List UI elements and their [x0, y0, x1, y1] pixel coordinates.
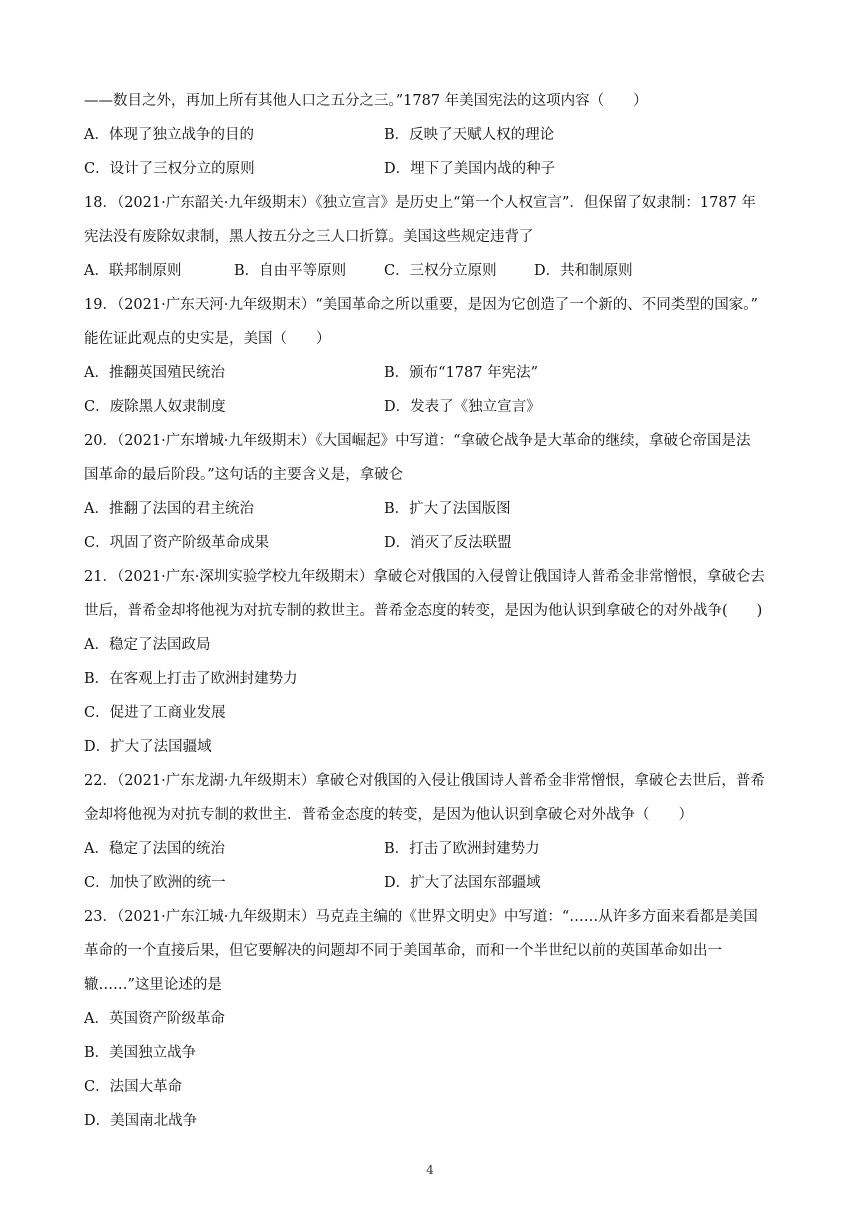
option-row: [84, 832, 784, 866]
answer-option: A．体现了独立战争的目的: [84, 127, 254, 143]
answer-option: A．推翻了法国的君主统治: [84, 501, 254, 517]
option-row: [84, 696, 784, 730]
option-row: [84, 1002, 784, 1036]
answer-option: B．在客观上打击了欧洲封建势力: [84, 671, 298, 687]
question-stem-line: 世后，普希金却将他视为对抗专制的救世主。普希金态度的转变，是因为他认识到拿破仑的对外战争( ): [84, 603, 763, 619]
question-block: [84, 560, 784, 764]
option-row: [84, 730, 784, 764]
question-stem-line: 能佐证此观点的史实是，美国（ ）: [84, 331, 331, 347]
question-17-options: [84, 118, 784, 186]
option-row: [84, 492, 784, 526]
question-content: [84, 84, 784, 1138]
question-stem-line: 23．（2021·广东江城·九年级期末）马克垚主编的《世界文明史》中写道：“……从许多方面来看都是美国: [84, 909, 758, 925]
answer-option: C．巩固了资产阶级革命成果: [84, 535, 270, 551]
option-row: [84, 628, 784, 662]
question-list: [84, 186, 784, 1138]
question-stem-line: 国革命的最后阶段。”这句话的主要含义是，拿破仑: [84, 467, 404, 483]
question-block: [84, 900, 784, 1138]
option-row: [84, 1036, 784, 1070]
question-stem-line: 19．（2021·广东天河·九年级期末）“美国革命之所以重要，是因为它创造了一个新的、不同类型的国家。”: [84, 297, 758, 313]
answer-option: B．扩大了法国版图: [384, 501, 511, 517]
question-block: [84, 764, 784, 900]
question-stem-line: 21．（2021·广东·深圳实验学校九年级期末）拿破仑对俄国的入侵曾让俄国诗人普希金非常憎恨，拿破仑去: [84, 569, 765, 585]
answer-option: C．促进了工商业发展: [84, 705, 226, 721]
answer-option: D．埋下了美国内战的种子: [384, 161, 556, 177]
question-stem-line: 辙……”这里论述的是: [84, 977, 222, 993]
answer-option: C．设计了三权分立的原则: [84, 161, 255, 177]
answer-option: D．消灭了反法联盟: [384, 535, 512, 551]
answer-option: D．发表了《独立宣言》: [384, 399, 541, 415]
answer-option: B．美国独立战争: [84, 1045, 197, 1061]
question-block: [84, 424, 784, 560]
answer-option: C．加快了欧洲的统一: [84, 875, 226, 891]
question-block: [84, 186, 784, 288]
answer-option: D．扩大了法国东部疆域: [384, 875, 541, 891]
answer-option: B．颁布“1787 年宪法”: [384, 365, 538, 381]
answer-option: A．联邦制原则: [84, 263, 182, 279]
option-row: [84, 254, 784, 288]
option-row: [84, 356, 784, 390]
option-row: [84, 390, 784, 424]
page-number: 4: [426, 1163, 434, 1177]
question-stem-line: 22．（2021·广东龙湖·九年级期末）拿破仑对俄国的入侵让俄国诗人普希金非常憎恨，拿破仑去世后，普希: [84, 773, 765, 789]
question-17-stem-tail: ——数目之外，再加上所有其他人口之五分之三。”1787 年美国宪法的这项内容（ ）: [84, 93, 648, 109]
question-stem-line: 20．（2021·广东增城·九年级期末）《大国崛起》中写道：“拿破仑战争是大革命的继续，拿破仑帝国是法: [84, 433, 751, 449]
question-stem-line: 革命的一个直接后果，但它要解决的问题却不同于美国革命，而和一个半世纪以前的英国革命如出一: [84, 943, 722, 959]
question-stem-line: 金却将他视为对抗专制的救世主．普希金态度的转变，是因为他认识到拿破仑对外战争（ ）: [84, 807, 693, 823]
answer-option: D．共和制原则: [534, 263, 633, 279]
option-row: [84, 118, 784, 152]
option-row: [84, 1104, 784, 1138]
answer-option: B．打击了欧洲封建势力: [384, 841, 540, 857]
answer-option: C．三权分立原则: [384, 263, 497, 279]
answer-option: C．法国大革命: [84, 1079, 183, 1095]
option-row: [84, 152, 784, 186]
option-row: [84, 1070, 784, 1104]
answer-option: D．美国南北战争: [84, 1113, 198, 1129]
answer-option: A．英国资产阶级革命: [84, 1011, 225, 1027]
option-row: [84, 526, 784, 560]
answer-option: A．推翻英国殖民统治: [84, 365, 225, 381]
answer-option: B．自由平等原则: [234, 263, 347, 279]
question-stem-line: 宪法没有废除奴隶制，黑人按五分之三人口折算。美国这些规定违背了: [84, 229, 534, 245]
option-row: [84, 866, 784, 900]
answer-option: D．扩大了法国疆域: [84, 739, 212, 755]
option-row: [84, 662, 784, 696]
answer-option: A．稳定了法国政局: [84, 637, 211, 653]
question-block: [84, 288, 784, 424]
question-stem-line: 18．（2021·广东韶关·九年级期末）《独立宣言》是历史上“第一个人权宣言”．但保留了奴隶制：1787 年: [84, 195, 756, 211]
answer-option: A．稳定了法国的统治: [84, 841, 225, 857]
answer-option: B．反映了天赋人权的理论: [384, 127, 555, 143]
answer-option: C．废除黑人奴隶制度: [84, 399, 226, 415]
